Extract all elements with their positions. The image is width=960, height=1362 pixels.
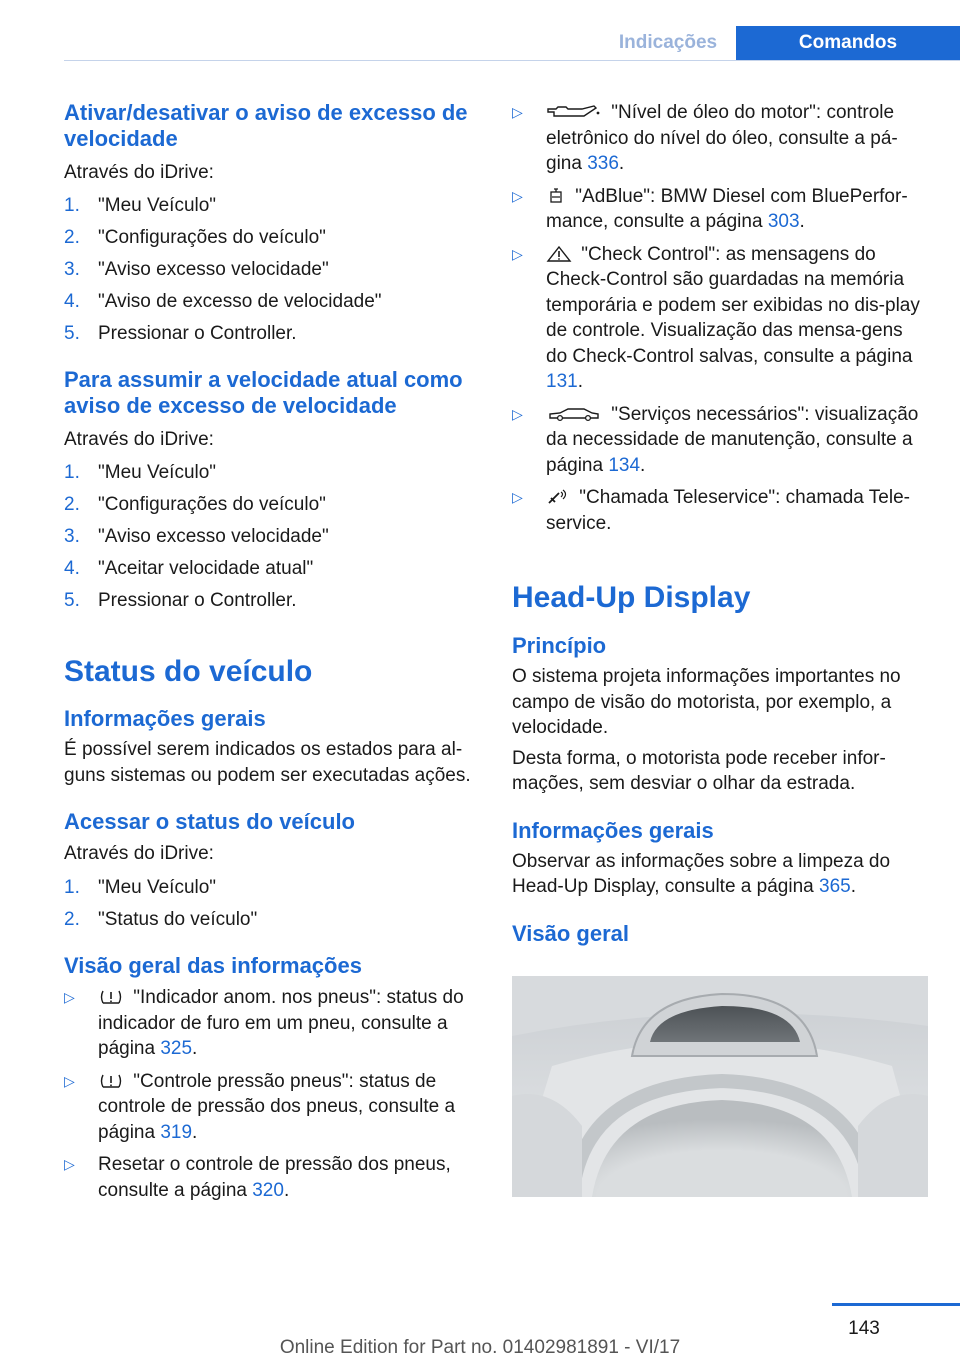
page-link[interactable]: 134 xyxy=(608,454,641,476)
subtitle-info-overview: Visão geral das informações xyxy=(64,953,362,978)
list-item: 1. "Meu Veículo" xyxy=(64,461,217,483)
section-title-speed-warning: Ativar/desativar o aviso de excesso de velocidade xyxy=(64,100,468,151)
intro-text: Através do iDrive: xyxy=(64,162,214,183)
steps-list-1 xyxy=(64,193,480,347)
page-link[interactable]: 319 xyxy=(160,1121,193,1143)
header-rule xyxy=(64,60,960,61)
adblue-icon xyxy=(546,188,566,204)
tire-warning-icon xyxy=(98,989,124,1005)
list-item: ▷ "Chamada Teleservice": chamada Tele‐service. xyxy=(512,487,910,534)
car-service-icon xyxy=(546,406,602,422)
overview-list-right xyxy=(512,100,928,536)
list-item: 3. "Aviso excesso velocidade" xyxy=(64,258,329,280)
tab-comandos[interactable]: Comandos xyxy=(736,26,960,60)
section-title-hud: Head-Up Display xyxy=(512,581,751,614)
page-link[interactable]: 336 xyxy=(587,153,619,174)
footer-accent-line xyxy=(832,1303,960,1306)
intro-text: Através do iDrive: xyxy=(64,429,214,450)
principle-text-2: Desta forma, o motorista pode receber infor‐mações, sem desviar o olhar da estrada. xyxy=(512,747,886,794)
left-column xyxy=(64,100,480,1203)
list-item: 5. Pressionar o Controller. xyxy=(64,322,297,344)
edition-footer: Online Edition for Part no. 01402981891 - VI/17 xyxy=(279,1337,681,1358)
page-number: 143 xyxy=(848,1318,880,1339)
right-column xyxy=(512,100,928,947)
list-item: 1. "Meu Veículo" xyxy=(64,876,217,898)
list-item: 2. "Status do veículo" xyxy=(64,908,258,930)
overview-list-left xyxy=(64,985,480,1203)
list-item: 1. "Meu Veículo" xyxy=(64,194,217,216)
subtitle-general-info-hud: Informações gerais xyxy=(512,817,714,843)
list-item: ▷ "Check Control": as mensagens do Check-Control são guardadas na memória temporária e podem ser exibidas no dis‐play de controle. Visualização das mensa‐gens do Check-Control salvas, consulte a página 131. xyxy=(512,243,920,392)
subtitle-principle: Princípio xyxy=(512,633,607,658)
subtitle-general-info: Informações gerais xyxy=(64,706,266,731)
tire-pressure-icon xyxy=(98,1073,124,1089)
warning-triangle-icon xyxy=(546,246,572,262)
list-item: 5. Pressionar o Controller. xyxy=(64,589,297,611)
section-title-accept-speed: Para assumir a velocidade atual como aviso de excesso de velocidade xyxy=(64,367,463,418)
hud-dashboard-photo xyxy=(512,976,928,1197)
list-item: 4. "Aceitar velocidade atual" xyxy=(64,557,314,579)
list-item: 2. "Configurações do veículo" xyxy=(64,226,326,248)
intro-text: Através do iDrive: xyxy=(64,843,214,864)
page-link[interactable]: 131 xyxy=(546,371,578,392)
page-header xyxy=(0,0,960,64)
tab-indicacoes[interactable]: Indicações xyxy=(618,32,718,53)
list-item: ▷ "Serviços necessários": visualização da necessidade de manutenção, consulte a página 134. xyxy=(512,403,919,476)
phone-service-icon xyxy=(546,489,570,505)
section-title-vehicle-status: Status do veículo xyxy=(64,655,313,688)
subtitle-overview: Visão geral xyxy=(512,920,629,946)
list-item: 4. "Aviso de excesso de velocidade" xyxy=(64,290,382,312)
oil-can-icon xyxy=(546,104,602,120)
page-link[interactable]: 303 xyxy=(767,211,800,232)
general-info-text: É possível serem indicados os estados para al‐guns sistemas ou podem ser executadas ações. xyxy=(64,739,471,786)
list-item: ▷ "Controle pressão pneus": status de controle de pressão dos pneus, consulte a página 319. xyxy=(64,1070,456,1143)
page-link[interactable]: 325 xyxy=(160,1038,193,1059)
subtitle-access-status: Acessar o status do veículo xyxy=(64,809,355,834)
list-item: ▷ Resetar o controle de pressão dos pneus, consulte a página 320. xyxy=(64,1154,451,1201)
list-item: ▷ "AdBlue": BMW Diesel com BluePerfor‐mance, consulte a página 303. xyxy=(512,185,908,232)
steps-list-2 xyxy=(64,460,480,614)
steps-list-3 xyxy=(64,875,480,933)
principle-text-1: O sistema projeta informações importantes no campo de visão do motorista, por exemplo, a velocidade. xyxy=(512,666,901,738)
list-item: 2. "Configurações do veículo" xyxy=(64,493,326,515)
list-item: ▷ "Indicador anom. nos pneus": status do indicador de furo em um pneu, consulte a página 325. xyxy=(64,987,464,1059)
list-item: 3. "Aviso excesso velocidade" xyxy=(64,525,329,547)
list-item: ▷ "Nível de óleo do motor": controle eletrônico do nível do óleo, consulte a pá‐gina 336. xyxy=(512,102,898,174)
hud-cleaning-text: Observar as informações sobre a limpeza do Head-Up Display, consulte a página 365. xyxy=(512,850,891,897)
page-link[interactable]: 365 xyxy=(819,876,851,897)
page-link[interactable]: 320 xyxy=(252,1179,284,1201)
